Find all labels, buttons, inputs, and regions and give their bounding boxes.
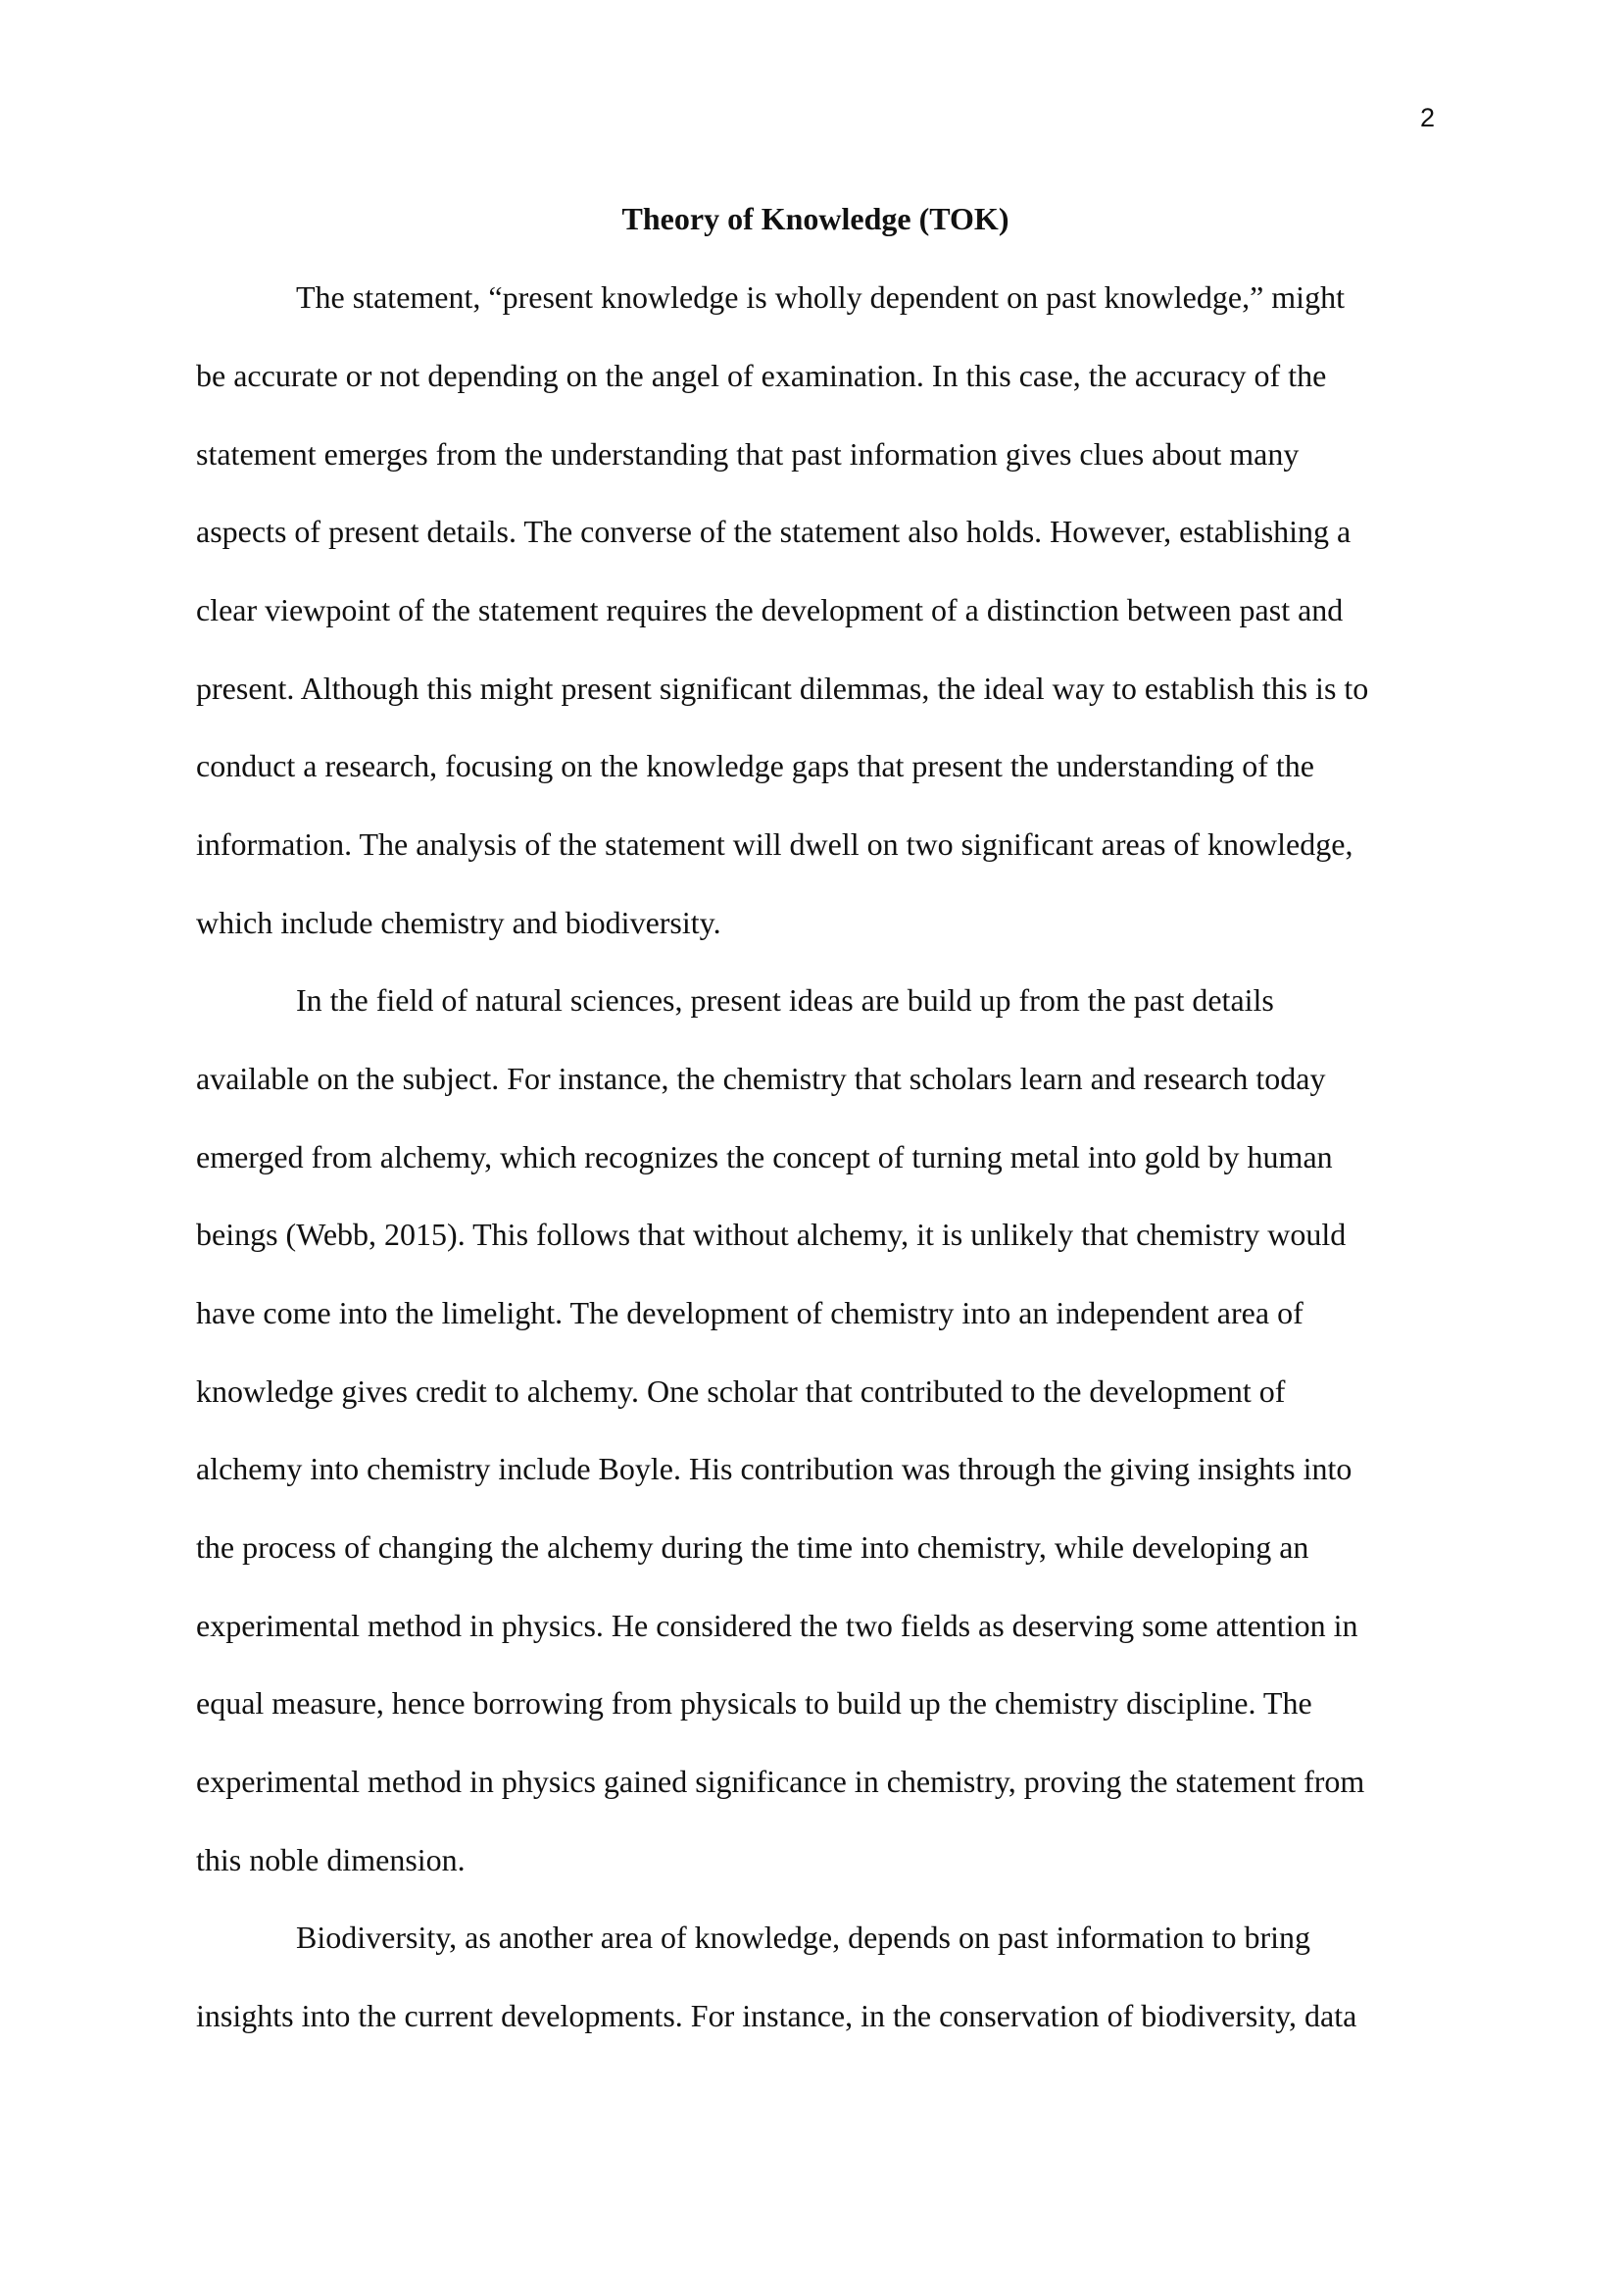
paragraph-2-line-6: knowledge gives credit to alchemy. One scholar that contributed to the development of [196,1373,1286,1409]
paragraph-1-line-4: aspects of present details. The converse of the statement also holds. However, establishing a [196,514,1352,549]
paragraph-2-line-1: In the field of natural sciences, present ideas are build up from the past details [296,982,1274,1018]
paragraph-3-line-1: Biodiversity, as another area of knowledge, depends on past information to bring [296,1920,1310,1955]
paragraph-1-line-9: which include chemistry and biodiversity. [196,905,721,940]
paragraph-2-line-12: this noble dimension. [196,1842,466,1877]
paragraph-2-line-10: equal measure, hence borrowing from physicals to build up the chemistry discipline. The [196,1685,1312,1721]
document-title: Theory of Knowledge (TOK) [621,201,1009,236]
paragraph-2-line-8: the process of changing the alchemy during the time into chemistry, while developing an [196,1529,1309,1565]
paragraph-2-line-7: alchemy into chemistry include Boyle. His contribution was through the giving insights into [196,1451,1352,1486]
paragraph-1-line-2: be accurate or not depending on the angel of examination. In this case, the accuracy of the [196,358,1327,393]
page-number: 2 [1419,103,1435,132]
paragraph-1-line-7: conduct a research, focusing on the knowledge gaps that present the understanding of the [196,748,1314,783]
paragraph-2-line-3: emerged from alchemy, which recognizes the concept of turning metal into gold by human [196,1139,1333,1174]
paragraph-1-line-3: statement emerges from the understanding that past information gives clues about many [196,436,1300,472]
paragraph-3-line-2: insights into the current developments. For instance, in the conservation of biodiversity, data [196,1998,1357,2033]
paragraph-2-line-9: experimental method in physics. He considered the two fields as deserving some attention in [196,1608,1358,1643]
paragraph-1-line-8: information. The analysis of the statement will dwell on two significant areas of knowledge, [196,826,1353,862]
paragraph-2-line-11: experimental method in physics gained significance in chemistry, proving the statement from [196,1764,1365,1799]
paragraph-1-line-6: present. Although this might present significant dilemmas, the ideal way to establish this is to [196,671,1369,706]
paragraph-2-line-5: have come into the limelight. The development of chemistry into an independent area of [196,1295,1303,1330]
paragraph-2-line-4: beings (Webb, 2015). This follows that without alchemy, it is unlikely that chemistry would [196,1217,1347,1252]
paragraph-1-line-1: The statement, “present knowledge is wholly dependent on past knowledge,” might [296,279,1345,315]
paragraph-1-line-5: clear viewpoint of the statement requires the development of a distinction between past and [196,592,1344,627]
paragraph-2-line-2: available on the subject. For instance, the chemistry that scholars learn and research today [196,1061,1326,1096]
